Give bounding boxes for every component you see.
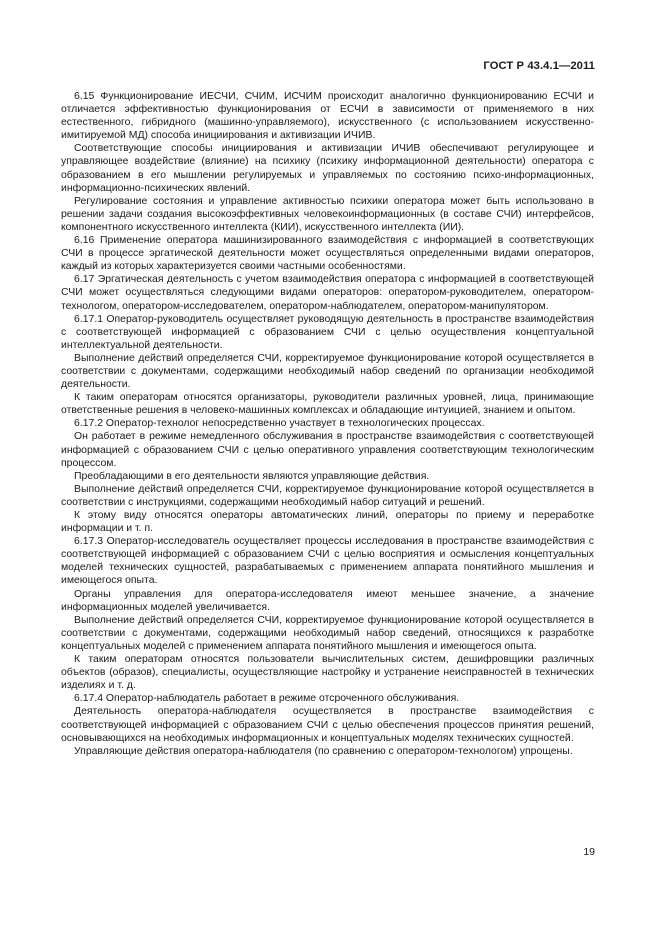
paragraph: 6.17.4 Оператор-наблюдатель работает в режиме отсроченного обслуживания. bbox=[74, 693, 460, 705]
paragraph: Деятельность оператора-наблюдателя осуществляется в пространстве взаимодействия с соответствующей информацией с образованием СЧИ с целью обеспечения процессов принятия решений, основывающихся на необходимых информационных и концептуальных моделях технических сущностей. bbox=[61, 706, 594, 744]
paragraph: 6.16 Применение оператора машинизированного взаимодействия с информацией в соответствующих СЧИ в процессе эргатической деятельности может осуществляться определенными видами операторов, каждый из которых характеризуется своими частными особенностями. bbox=[61, 235, 594, 273]
paragraph: 6.17.2 Оператор-технолог непосредственно участвует в технологических процессах. bbox=[74, 418, 485, 430]
paragraph: 6.15 Функционирование ИЕСЧИ, СЧИМ, ИСЧИМ происходит аналогично функционированию ЕСЧИ и отличается эффективностью функционирования от ЕСЧИ в зависимости от применяемого в них естественного, гибридного (машинно-управляемого), искусственного (с использованием искусственно-имитируемой МД) способа инициирования и активизации ИЧИВ. bbox=[61, 91, 594, 142]
paragraph: Преобладающими в его деятельности являются управляющие действия. bbox=[74, 470, 430, 482]
paragraph: Регулирование состояния и управление активностью психики оператора может быть использовано в решении задачи создания высокоэффективных человекоинформационных (в составе СЧИ) интерфейсов, компонентного искусственного интеллекта (КИИ), искусственного интеллекта (ИИ). bbox=[61, 195, 594, 233]
page-number: 19 bbox=[583, 846, 595, 858]
paragraph: 6.17.1 Оператор-руководитель осуществляет руководящую деятельность в пространстве взаимодействия с соответствующей информацией с образованием СЧИ с целью осуществления концептуальной интеллектуальной деятельности. bbox=[61, 313, 594, 351]
paragraph: 6.17 Эргатическая деятельность с учетом взаимодействия оператора с информацией в соответствующей СЧИ может осуществляться следующими видами операторов: оператором-руководителем, оператором-технологом, оператором-исследователем, оператором-наблюдателем, оператором-манипулятором. bbox=[61, 274, 594, 312]
document-body bbox=[61, 90, 594, 758]
paragraph: Органы управления для оператора-исследователя имеют меньшее значение, а значение информационных моделей увеличивается. bbox=[61, 588, 594, 613]
paragraph: К таким операторам относятся пользователи вычислительных систем, дешифровщики различных объектов (образов), специалисты, осуществляющие настройку и устранение неисправностей в технических изделиях и т. д. bbox=[61, 654, 594, 692]
paragraph: Он работает в режиме немедленного обслуживания в пространстве взаимодействия с соответствующей информацией с образованием СЧИ с целью оперативного управления соответствующим технологическим процессом. bbox=[61, 431, 594, 469]
paragraph: К этому виду относятся операторы автоматических линий, операторы по приему и переработке информации и т. п. bbox=[61, 510, 594, 535]
paragraph: Соответствующие способы инициирования и активизации ИЧИВ обеспечивают регулирующее и управляющее воздействие (влияние) на психику (психику информационной деятельности) оператора с образованием в его мышлении регулируемых и управляемых по состоянию психо-информационных, информационно-психических явлений. bbox=[61, 143, 594, 194]
paragraph: Выполнение действий определяется СЧИ, корректируемое функционирование которой осуществляется в соответствии с документами, содержащими необходимый набор сведений по организации необходимой деятельности. bbox=[61, 352, 594, 391]
paragraph: Выполнение действий определяется СЧИ, корректируемое функционирование которой осуществляется в соответствии с документами, содержащими необходимый набор сведений, относящихся к разработке концептуальных моделей с применением аппарата понятийного мышления и имеющегося опыта. bbox=[61, 614, 594, 652]
standard-code-header: ГОСТ Р 43.4.1—2011 bbox=[483, 60, 595, 72]
paragraph: 6.17.3 Оператор-исследователь осуществляет процессы исследования в пространстве взаимодействия с соответствующей информацией с образованием СЧИ с целью восприятия и осмысления концептуальных моделей технических сущностей, разрабатываемых с применением аппарата понятийного мышления и имеющегося опыта. bbox=[61, 536, 594, 587]
paragraph: К таким операторам относятся организаторы, руководители различных уровней, лица, принимающие ответственные решения в человеко-машинных комплексах и обладающие интуицией, знанием и опытом. bbox=[61, 392, 594, 417]
paragraph: Выполнение действий определяется СЧИ, корректируемое функционирование которой осуществляется в соответствии с инструкциями, содержащими необходимый набор ситуаций и решений. bbox=[61, 483, 594, 508]
paragraph: Управляющие действия оператора-наблюдателя (по сравнению с оператором-технологом) упрощены. bbox=[74, 745, 573, 757]
